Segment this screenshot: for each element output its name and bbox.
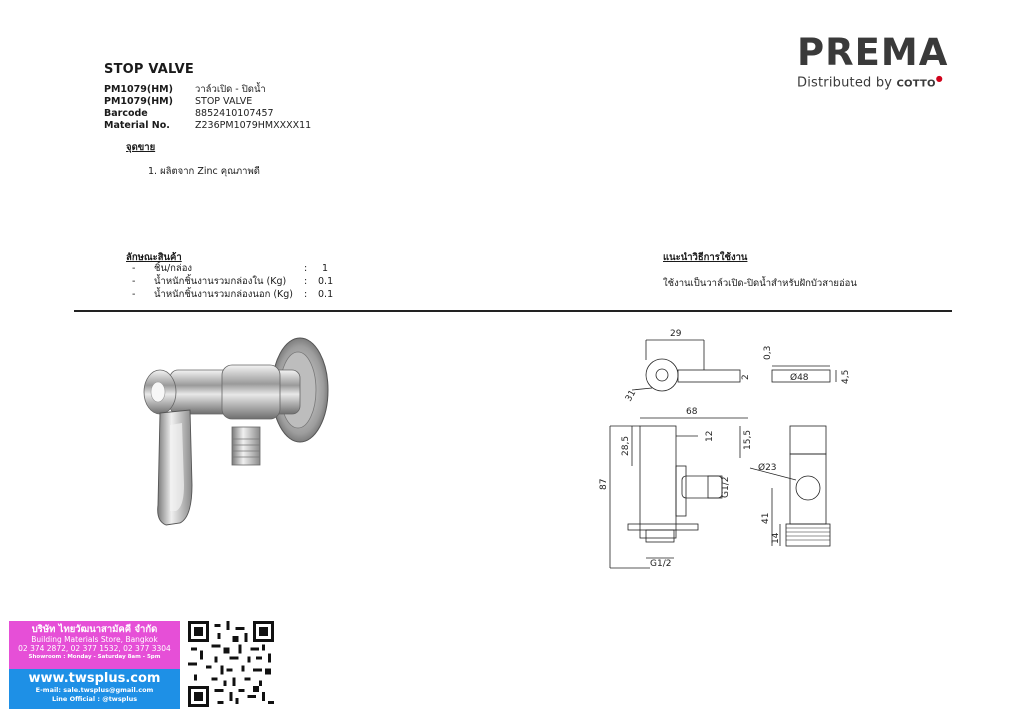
property-value: 0.1 — [318, 276, 334, 287]
property-label: น้ำหนักชิ้นงานรวมกล่องใน (Kg) — [154, 276, 287, 287]
spec-value: STOP VALVE — [195, 96, 253, 107]
dim-label: 12 — [705, 430, 715, 442]
prema-logo — [797, 31, 949, 91]
dim-label: 15,5 — [743, 429, 753, 450]
dim-label: G1/2 — [650, 559, 672, 569]
store-website-link[interactable]: www.twsplus.com — [28, 671, 161, 686]
partner-dot-icon: ● — [935, 74, 943, 83]
property-row — [126, 275, 333, 288]
spec-key: Barcode — [104, 108, 148, 119]
property-dash: - — [132, 289, 136, 300]
dim-label: G1/2 — [721, 476, 731, 498]
spec-row — [104, 96, 311, 108]
dim-label: 41 — [761, 512, 771, 524]
store-contact — [9, 669, 180, 709]
spec-row — [104, 84, 311, 96]
property-colon: : — [304, 276, 308, 287]
store-phones: 02 374 2872, 02 377 1532, 02 377 3304 — [18, 644, 171, 653]
properties-list — [126, 262, 333, 301]
dim-label: Ø48 — [790, 373, 809, 383]
distributed-label: Distributed by — [797, 75, 893, 91]
property-row — [126, 288, 333, 301]
product-title: STOP VALVE — [104, 62, 195, 77]
dim-label: 29 — [670, 329, 682, 339]
property-label: ชิ้น/กล่อง — [154, 263, 193, 274]
property-colon: : — [304, 289, 308, 300]
dim-label: 87 — [599, 478, 609, 490]
spec-value: Z236PM1079HMXXXX11 — [195, 120, 312, 131]
spec-row — [104, 108, 311, 120]
dim-label: 4,5 — [841, 369, 851, 384]
feature-item: 1. ผลิตจาก Zinc คุณภาพดี — [148, 166, 260, 177]
spec-value: 8852410107457 — [195, 108, 274, 119]
store-name: บริษัท ไทยวัฒนาสามัคคี จำกัด — [31, 624, 158, 635]
distributed-by — [797, 74, 948, 90]
features-heading: จุดขาย — [126, 142, 156, 153]
property-colon: : — [304, 263, 308, 274]
technical-drawing — [590, 318, 860, 573]
dim-label: 14 — [771, 532, 781, 544]
property-dash: - — [132, 263, 136, 274]
property-row — [126, 262, 333, 275]
spec-key: Material No. — [104, 120, 170, 131]
usage-heading: แนะนำวิธีการใช้งาน — [663, 252, 748, 263]
store-subtitle: Building Materials Store, Bangkok — [31, 635, 158, 644]
properties-heading: ลักษณะสินค้า — [126, 252, 182, 263]
dim-label: Ø23 — [758, 463, 777, 473]
dim-label: 28,5 — [621, 435, 631, 456]
spec-table — [104, 84, 311, 132]
store-hours: Showroom : Monday - Saturday 8am - 5pm — [9, 653, 180, 662]
product-photo — [130, 335, 340, 535]
property-value: 0.1 — [318, 289, 334, 300]
store-banner — [9, 621, 180, 709]
store-email: E-mail: sale.twsplus@gmail.com — [35, 686, 154, 694]
spec-key: PM1079(HM) — [104, 96, 173, 107]
brand-name: PREMA — [797, 31, 949, 74]
store-line: Line Official : @twsplus — [51, 695, 138, 703]
property-value: 1 — [322, 263, 329, 274]
section-divider — [74, 310, 952, 312]
dim-label: 31 — [623, 388, 639, 404]
property-dash: - — [132, 276, 136, 287]
dim-label: 2 — [741, 374, 751, 380]
usage-text: ใช้งานเป็นวาล์วเปิด-ปิดน้ำสำหรับฝักบัวสายอ่อน — [663, 278, 857, 289]
qr-code-icon — [188, 621, 274, 707]
dim-label: 0,3 — [763, 345, 773, 360]
store-info — [9, 621, 180, 669]
partner-name: COTTO — [896, 78, 936, 90]
spec-value: วาล์วเปิด - ปิดน้ำ — [195, 84, 266, 95]
spec-row — [104, 120, 311, 132]
property-label: น้ำหนักชิ้นงานรวมกล่องนอก (Kg) — [154, 289, 294, 300]
spec-key: PM1079(HM) — [104, 84, 173, 95]
dim-label: 68 — [686, 407, 698, 417]
